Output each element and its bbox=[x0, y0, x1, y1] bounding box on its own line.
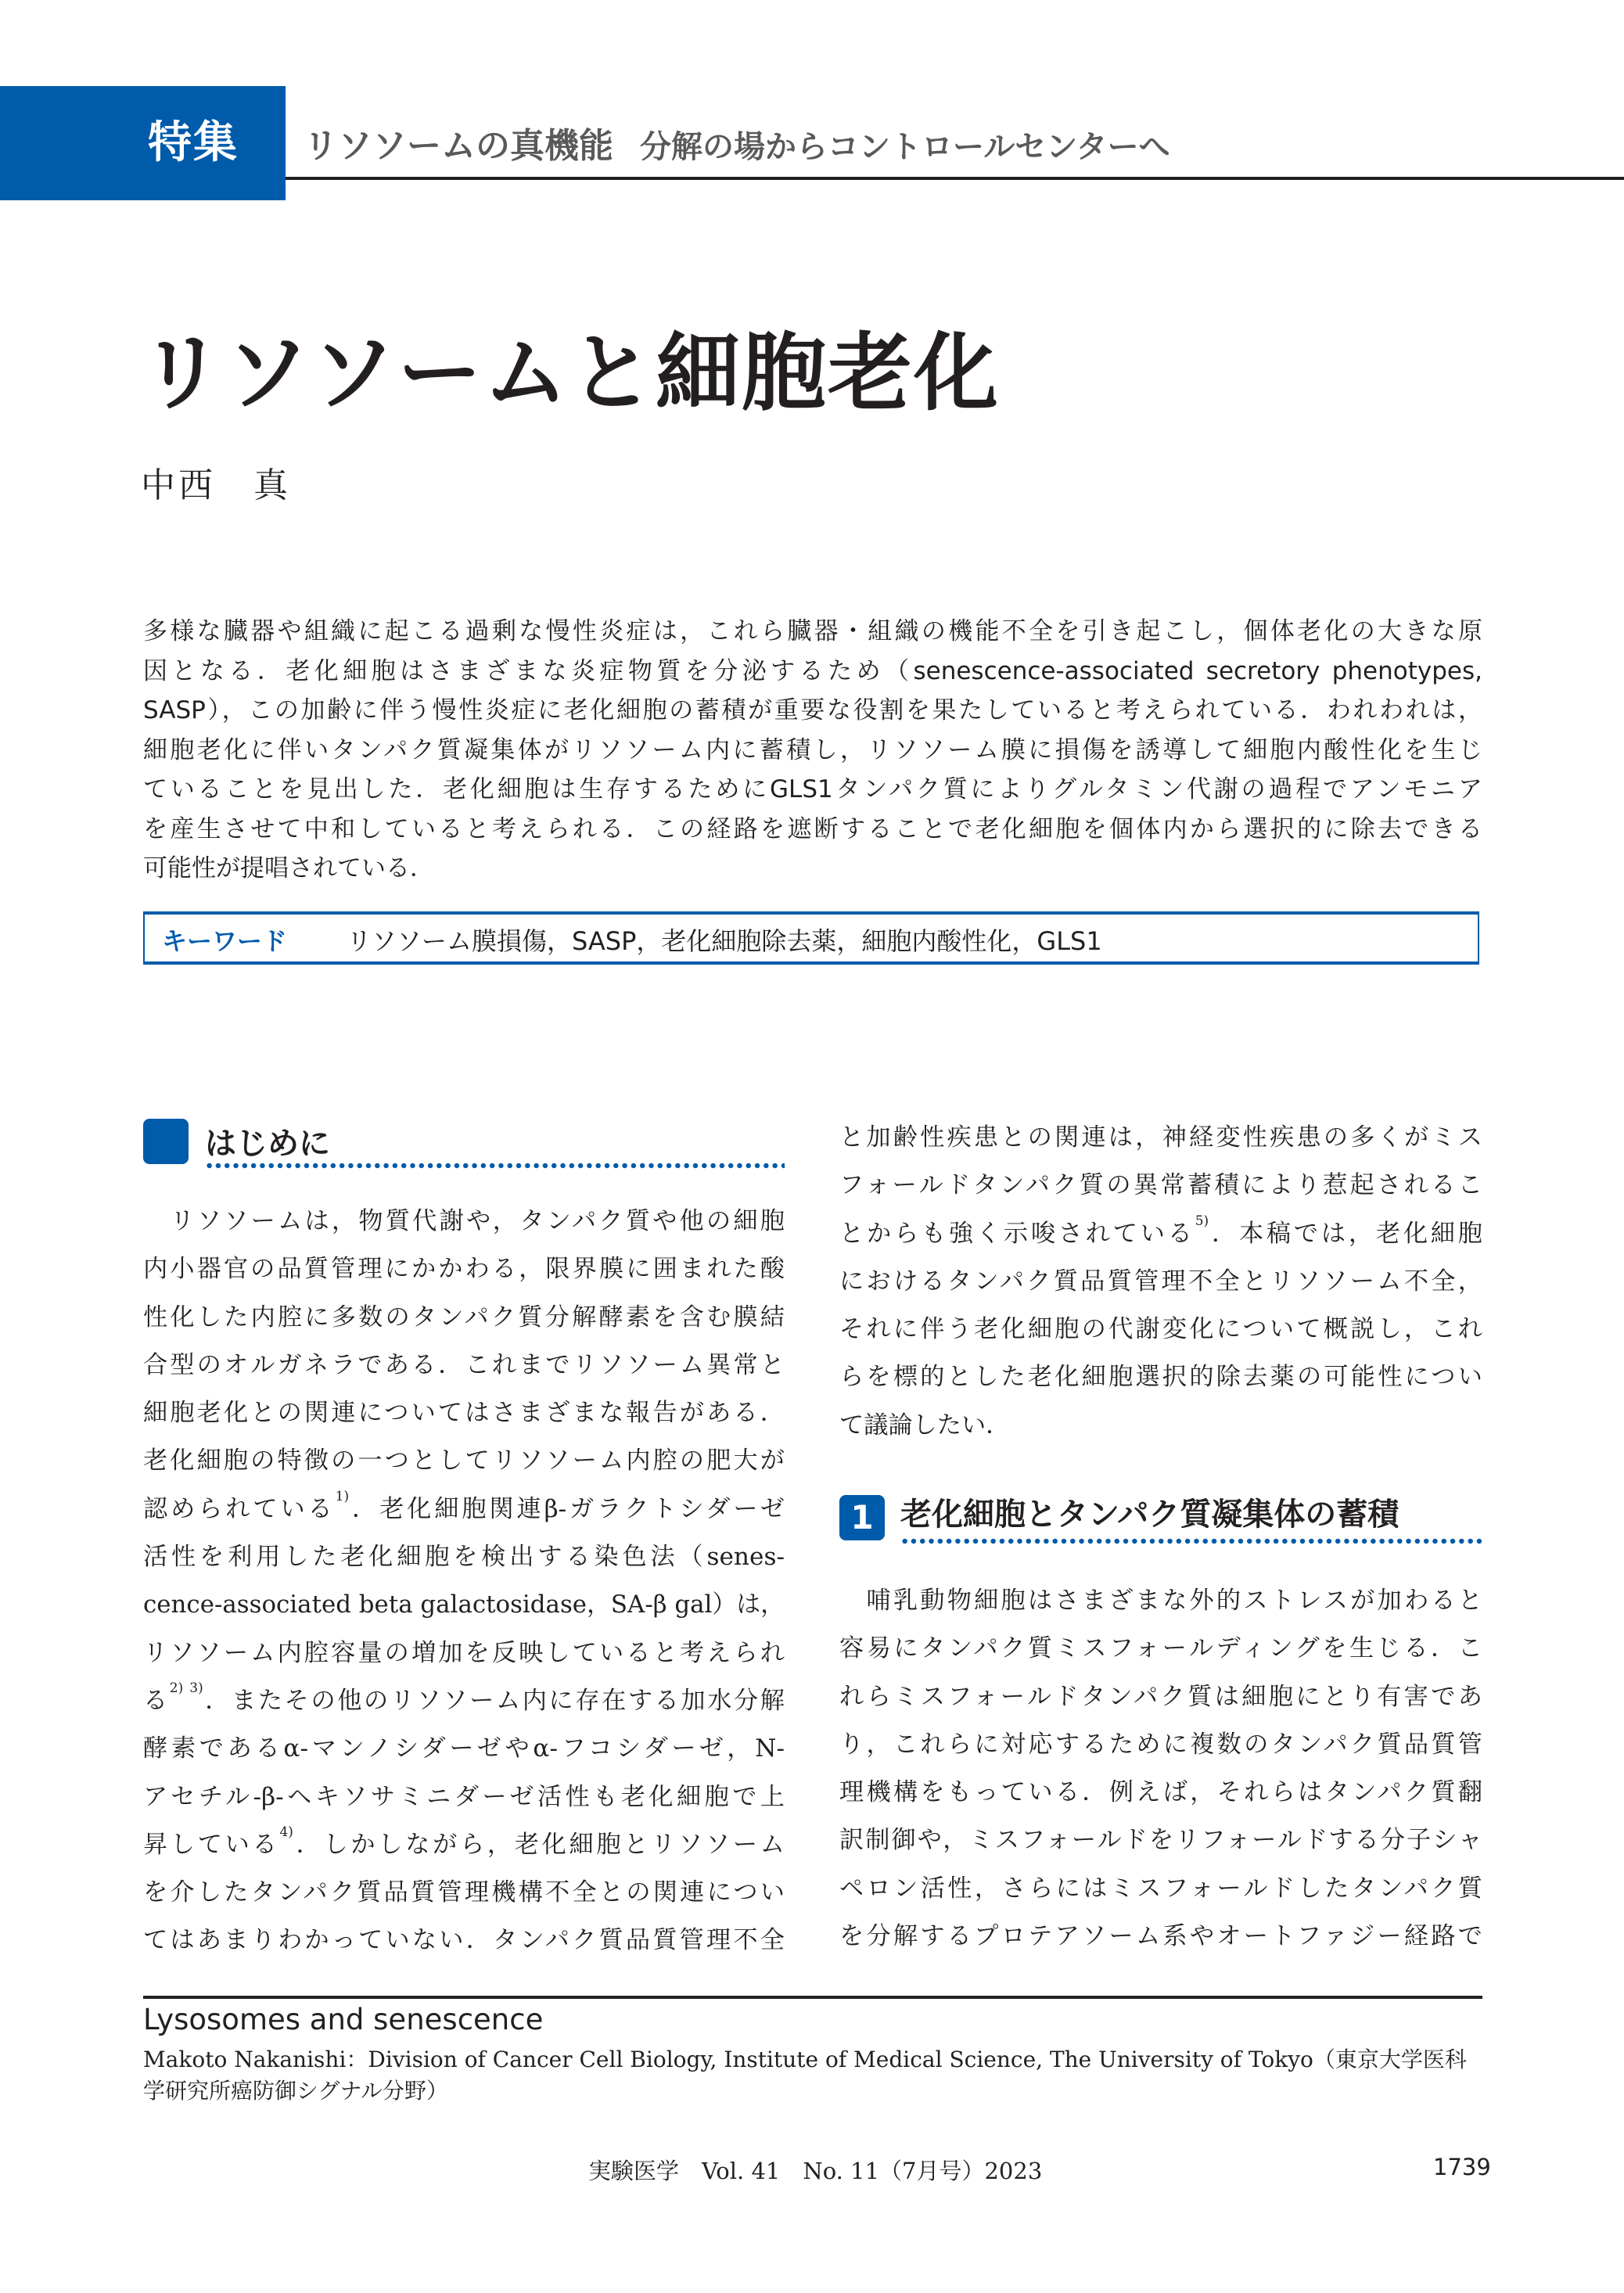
body-line: 老化細胞の特徴の一つとしてリソソーム内腔の肥大が bbox=[143, 1447, 785, 1475]
keyword-label: キーワード bbox=[162, 926, 288, 956]
body-line: を介したタンパク質品質管理機構不全との関連につい bbox=[143, 1878, 785, 1907]
body-text: とからも強く示唆されている bbox=[839, 1219, 1195, 1248]
abstract-line: を産生させて中和していると考えられる．この経路を遮断することで老化細胞を個体内から選択的に除去できる bbox=[143, 814, 1482, 843]
journal-citation: 実験医学 Vol. 41 No. 11（7月号）2023 bbox=[588, 2158, 1043, 2184]
reference-citation[interactable]: 1) bbox=[335, 1488, 350, 1504]
body-line: フォールドタンパク質の異常蓄積により惹起されるこ bbox=[839, 1171, 1482, 1200]
series-title-main: リソソームの真機能 bbox=[304, 126, 613, 166]
body-text: 昇している bbox=[143, 1830, 280, 1859]
body-text: る bbox=[143, 1686, 170, 1715]
body-line: らを標的とした老化細胞選択的除去薬の可能性につい bbox=[839, 1363, 1482, 1392]
body-line: て議論したい． bbox=[839, 1411, 1011, 1439]
body-line: 容易にタンパク質ミスフォールディングを生じる．こ bbox=[839, 1634, 1482, 1663]
series-title bbox=[304, 117, 1170, 167]
abstract-line: 因となる．老化細胞はさまざまな炎症物質を分泌するため（senescence-associated secretory phenotypes, bbox=[143, 656, 1482, 685]
section-number-badge-icon bbox=[839, 1495, 885, 1540]
body-line bbox=[143, 1821, 785, 1869]
body-text: ．またその他のリソソーム内に存在する加水分解 bbox=[203, 1686, 785, 1715]
section-dotted-rule bbox=[205, 1163, 785, 1169]
body-line: と加齢性疾患との関連は，神経変性疾患の多くがミス bbox=[839, 1123, 1482, 1152]
body-line: を分解するプロテアソーム系やオートファジー経路で bbox=[839, 1922, 1482, 1951]
body-text: ．本稿では，老化細胞 bbox=[1209, 1219, 1482, 1248]
abstract-line: SASP），この加齢に伴う慢性炎症に老化細胞の蓄積が重要な役割を果たしていると考えられている．われわれは， bbox=[143, 696, 1482, 724]
section-heading: はじめに bbox=[205, 1126, 330, 1162]
abstract-line: 細胞老化に伴いタンパク質凝集体がリソソーム内に蓄積し，リソソーム膜に損傷を誘導して細胞内酸性化を生じ bbox=[143, 735, 1482, 764]
abstract-line: 多様な臓器や組織に起こる過剰な慢性炎症は，これら臓器・組織の機能不全を引き起こし，個体老化の大きな原 bbox=[143, 617, 1482, 645]
body-line bbox=[143, 1486, 785, 1533]
body-line: 細胞老化との関連についてはさまざまな報告がある． bbox=[143, 1399, 785, 1428]
body-line: 酵素であるα-マンノシダーゼやα-フコシダーゼ，N- bbox=[143, 1734, 785, 1763]
body-line: り，これらに対応するために複数のタンパク質品質管 bbox=[839, 1730, 1482, 1759]
body-line: アセチル-β-ヘキソサミニダーゼ活性も老化細胞で上 bbox=[143, 1782, 785, 1811]
body-line: 活性を利用した老化細胞を検出する染色法（senes- bbox=[143, 1543, 785, 1572]
abstract-line: ていることを見出した．老化細胞は生存するためにGLS1タンパク質によりグルタミン代謝の過程でアンモニア bbox=[143, 775, 1482, 803]
header-rule bbox=[286, 177, 1624, 180]
body-column-left bbox=[143, 1198, 785, 1965]
body-line: れらミスフォールドタンパク質は細胞にとり有害であ bbox=[839, 1682, 1482, 1711]
section-marker-icon bbox=[143, 1119, 189, 1164]
body-column-right bbox=[839, 1114, 1482, 1450]
reference-citation[interactable]: 2) 3) bbox=[169, 1680, 203, 1696]
body-line: リソソームは，物質代謝や，タンパク質や他の細胞 bbox=[143, 1207, 785, 1235]
body-line: 性化した内腔に多数のタンパク質分解酵素を含む膜結 bbox=[143, 1303, 785, 1332]
abstract bbox=[143, 612, 1482, 889]
body-line: 内小器官の品質管理にかかわる，限界膜に囲まれた酸 bbox=[143, 1255, 785, 1284]
feature-label-text: 特集 bbox=[148, 117, 239, 168]
body-column-right-section1 bbox=[839, 1577, 1482, 1961]
body-line: 合型のオルガネラである．これまでリソソーム異常と bbox=[143, 1350, 785, 1379]
body-line: てはあまりわかっていない．タンパク質品質管理不全 bbox=[143, 1926, 785, 1955]
body-line: cence-associated beta galactosidase，SA-β gal）は， bbox=[143, 1590, 785, 1619]
article-author: 中西 真 bbox=[141, 465, 291, 505]
series-subtitle: 分解の場からコントロールセンターへ bbox=[640, 129, 1170, 165]
body-text: ．しかしながら，老化細胞とリソソーム bbox=[293, 1830, 785, 1859]
page-number: 1739 bbox=[1433, 2154, 1491, 2180]
body-line: 訳制御や，ミスフォールドをリフォールドする分子シャ bbox=[839, 1826, 1482, 1855]
feature-label bbox=[0, 86, 286, 200]
body-line: におけるタンパク質品質管理不全とリソソーム不全， bbox=[839, 1267, 1482, 1296]
footer-rule bbox=[143, 1996, 1482, 1999]
body-text: 認められている bbox=[143, 1494, 336, 1523]
body-line: リソソーム内腔容量の増加を反映していると考えられ bbox=[143, 1638, 785, 1667]
article-title: リソソームと細胞老化 bbox=[139, 325, 1001, 422]
abstract-line: 可能性が提唱されている． bbox=[143, 854, 434, 882]
author-affiliation: Makoto Nakanishi：Division of Cancer Cell Biology, Institute of Medical Science, The University of Tokyo（東京大学医科学研究所癌防御シグナル分野） bbox=[143, 2047, 1467, 2104]
body-line bbox=[143, 1677, 785, 1725]
reference-citation[interactable]: 5) bbox=[1195, 1213, 1209, 1229]
reference-citation[interactable]: 4) bbox=[279, 1824, 293, 1840]
body-line: ペロン活性，さらにはミスフォールドしたタンパク質 bbox=[839, 1874, 1482, 1903]
section-number: 1 bbox=[850, 1498, 874, 1536]
english-title: Lysosomes and senescence bbox=[143, 2003, 544, 2036]
section-dotted-rule bbox=[900, 1538, 1482, 1544]
body-line: それに伴う老化細胞の代謝変化について概説し，これ bbox=[839, 1315, 1482, 1344]
section-heading: 老化細胞とタンパク質凝集体の蓄積 bbox=[900, 1497, 1399, 1533]
body-line: 理機構をもっている．例えば，それらはタンパク質翻 bbox=[839, 1778, 1482, 1807]
body-line: 哺乳動物細胞はさまざまな外的ストレスが加わると bbox=[839, 1587, 1482, 1615]
body-text: ．老化細胞関連β-ガラクトシダーゼ bbox=[349, 1494, 785, 1523]
keyword-list: リソソーム膜損傷，SASP，老化細胞除去薬，細胞内酸性化，GLS1 bbox=[347, 926, 1102, 956]
body-line bbox=[839, 1210, 1482, 1258]
